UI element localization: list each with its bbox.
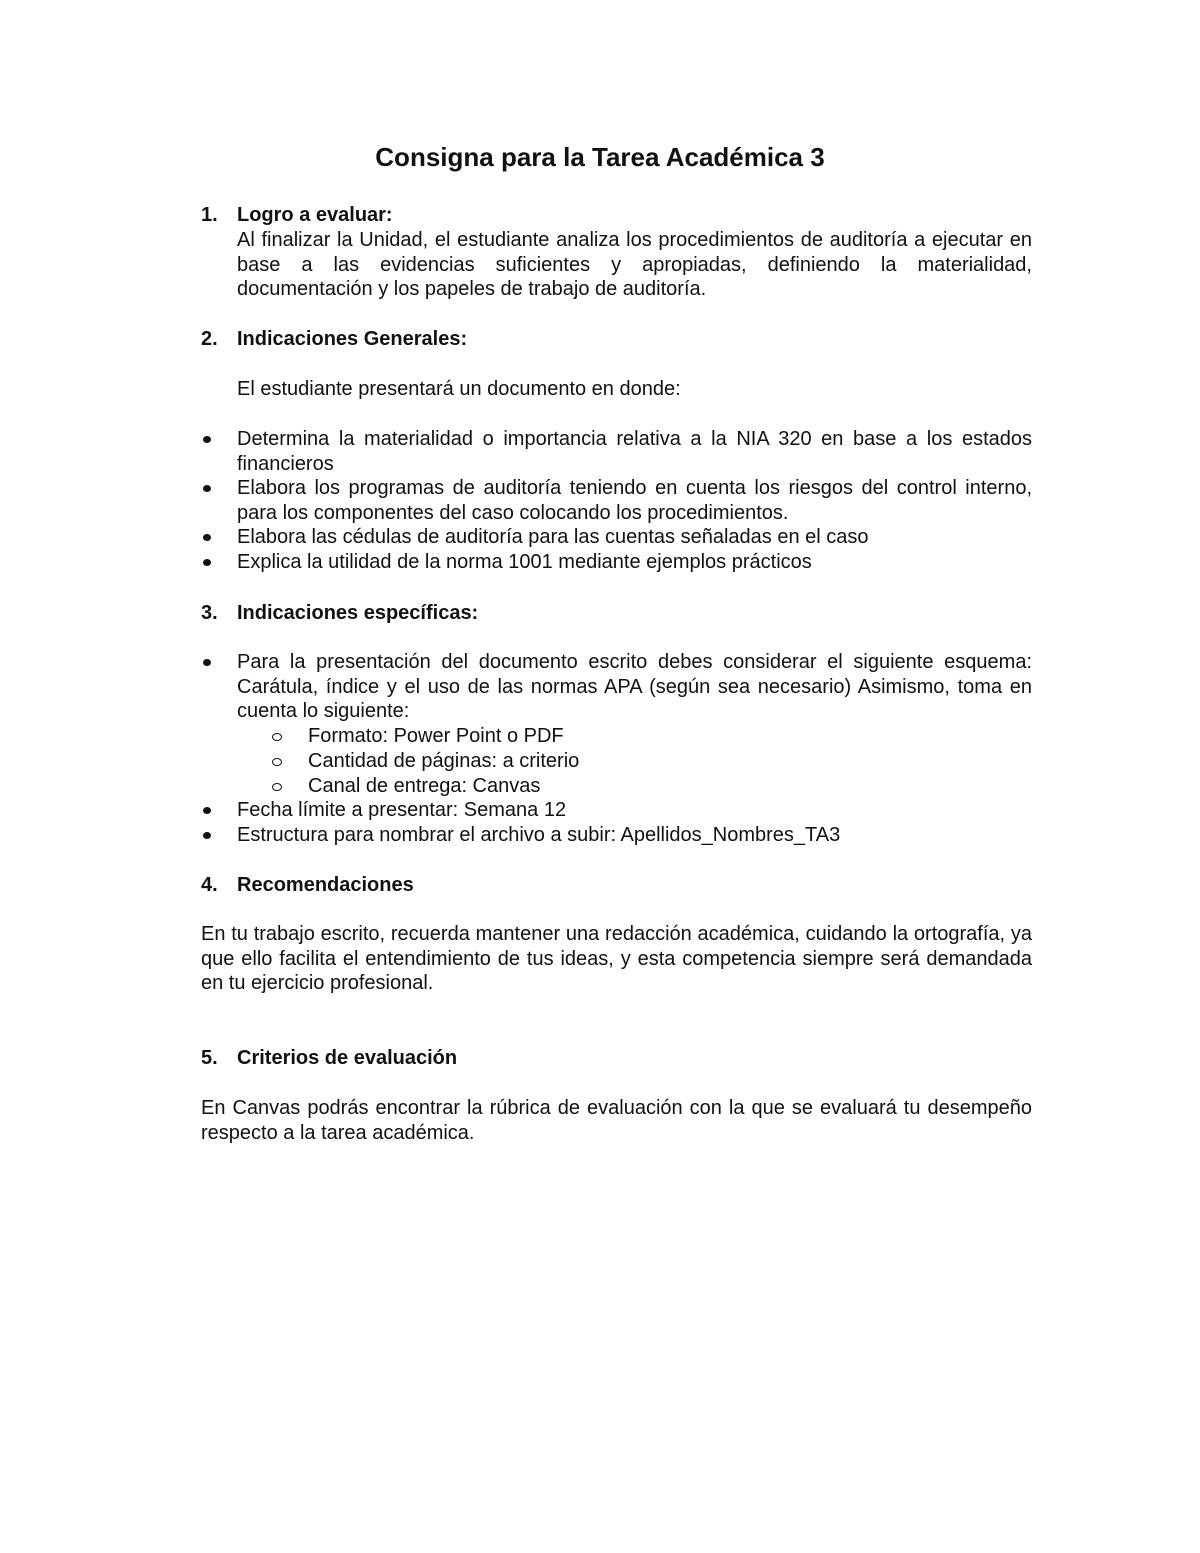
list-item-text: Elabora las cédulas de auditoría para las cuentas señaladas en el caso [237,526,869,548]
list-item-text: Fecha límite a presentar: Semana 12 [237,799,567,821]
bullet-icon [203,534,211,541]
section-2-title: Indicaciones Generales: [237,328,468,350]
list-item [237,650,1032,724]
sub-list-item [308,774,540,799]
bullet-icon [203,436,211,443]
section-3-heading [201,601,478,626]
section-2-intro: El estudiante presentará un documento en donde: [237,378,681,400]
section-2-number: 2. [201,328,218,350]
bullet-icon [203,832,211,839]
circle-bullet-icon [272,783,282,791]
list-item-text: Determina la materialidad o importancia relativa a la NIA 320 en base a los estados financieros [237,428,1032,475]
list-item-text: Estructura para nombrar el archivo a subir: Apellidos_Nombres_TA3 [237,824,841,846]
sub-list-item-text: Cantidad de páginas: a criterio [308,750,580,772]
section-4-body: En tu trabajo escrito, recuerda mantener una redacción académica, cuidando la ortografía, ya que ello facilita el entendimiento de tus ideas, y esta competencia siempre será demandada en tu ejercicio profesional. [201,923,1032,994]
list-item [237,476,1032,525]
section-1-title: Logro a evaluar: [237,204,393,226]
section-5-title: Criterios de evaluación [237,1047,458,1069]
circle-bullet-icon [272,758,282,766]
section-4-heading [201,873,414,898]
list-item [237,798,1032,823]
section-3-number: 3. [201,602,218,624]
section-2-heading [201,327,467,352]
section-4-number: 4. [201,874,218,896]
circle-bullet-icon [272,733,282,741]
list-item [237,427,1032,476]
section-5-body: En Canvas podrás encontrar la rúbrica de evaluación con la que se evaluará tu desempeño respecto a la tarea académica. [201,1097,1032,1144]
section-4-title: Recomendaciones [237,874,414,896]
list-item [237,823,1032,848]
section-5-heading [201,1046,457,1071]
list-item-text: Explica la utilidad de la norma 1001 mediante ejemplos prácticos [237,551,812,573]
list-item [237,525,1032,550]
sub-list-item-text: Formato: Power Point o PDF [308,725,564,747]
bullet-icon [203,659,211,666]
section-1-body: Al finalizar la Unidad, el estudiante analiza los procedimientos de auditoría a ejecutar en base a las evidencias suficientes y apropiadas, definiendo la materialidad, documentación y los papeles de trabajo de auditoría. [237,229,1032,300]
section-1-heading [201,203,393,228]
sub-list-item [308,724,564,749]
section-5-number: 5. [201,1047,218,1069]
list-item-text: Para la presentación del documento escrito debes considerar el siguiente esquema: Carátula, índice y el uso de las normas APA (según sea necesario) Asimismo, toma en cuenta lo siguiente: [237,651,1032,722]
sub-list-item [308,749,579,774]
list-item-text: Elabora los programas de auditoría teniendo en cuenta los riesgos del control interno, para los componentes del caso colocando los procedimientos. [237,477,1032,524]
bullet-icon [203,485,211,492]
document-title: Consigna para la Tarea Académica 3 [375,142,825,172]
sub-list-item-text: Canal de entrega: Canvas [308,775,541,797]
section-3-title: Indicaciones específicas: [237,602,479,624]
bullet-icon [203,559,211,566]
section-1-number: 1. [201,204,218,226]
list-item [237,550,1032,575]
bullet-icon [203,807,211,814]
